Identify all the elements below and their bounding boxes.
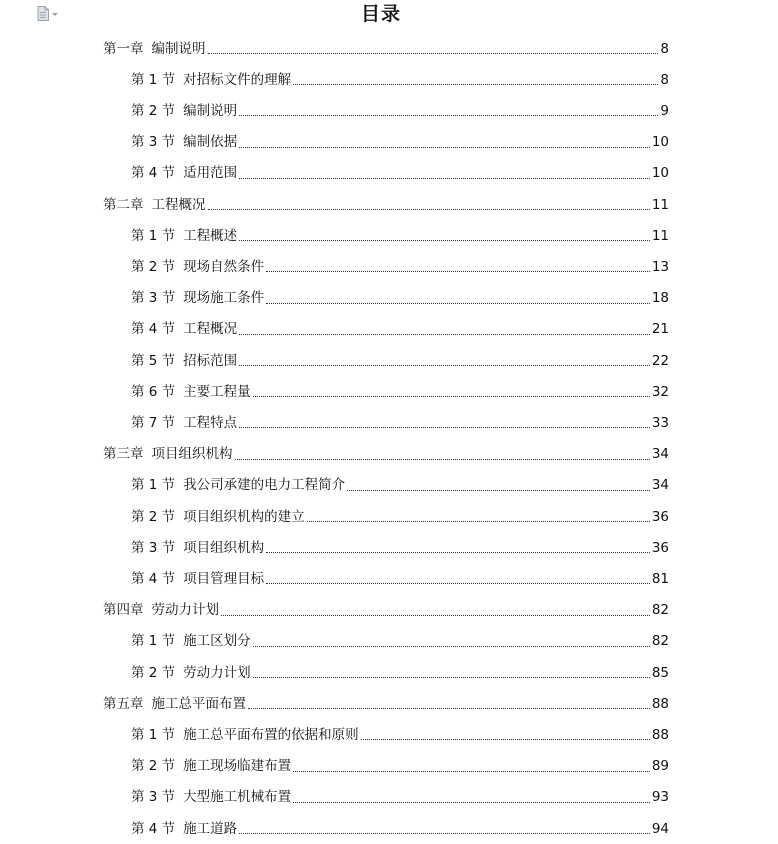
toc-entry-title: 劳动力计划 (151, 602, 219, 619)
toc-entry-label (131, 477, 345, 493)
toc-entry-title: 编制依据 (183, 134, 238, 151)
toc-entry-label (131, 665, 251, 681)
toc-section-entry[interactable] (131, 657, 669, 688)
toc-entry-page: 89 (651, 758, 669, 775)
toc-entry-number: 第 2 节 (131, 664, 176, 681)
toc-entry-page: 81 (651, 570, 669, 587)
toc-section-entry[interactable] (131, 376, 669, 407)
toc-entry-title: 项目管理目标 (183, 570, 265, 587)
toc-entry-title: 工程特点 (183, 414, 238, 431)
toc-section-entry[interactable] (131, 251, 669, 282)
toc-section-entry[interactable] (131, 95, 669, 126)
toc-entry-title: 施工总平面布置 (151, 695, 246, 712)
toc-entry-number: 第 3 节 (131, 134, 176, 151)
dot-leader (361, 738, 650, 740)
dot-leader (208, 208, 650, 210)
toc-entry-title: 项目组织机构的建立 (183, 508, 305, 525)
dot-leader (235, 458, 650, 460)
toc-entry-page: 18 (651, 290, 669, 307)
toc-entry-page: 22 (651, 352, 669, 369)
toc-section-entry[interactable] (131, 782, 669, 813)
toc-entry-number: 第 1 节 (131, 633, 176, 650)
dot-leader (239, 333, 650, 335)
toc-entry-number: 第 3 节 (131, 290, 176, 307)
dot-leader (253, 676, 650, 678)
toc-section-entry[interactable] (131, 407, 669, 438)
toc-entry-page: 21 (651, 321, 669, 338)
toc-section-entry[interactable] (131, 719, 669, 750)
toc-entry-label (131, 415, 237, 431)
dot-leader (248, 707, 650, 709)
toc-entry-label (103, 197, 206, 213)
toc-entry-label (131, 384, 251, 400)
dot-leader (307, 520, 650, 522)
toc-entry-page: 93 (651, 789, 669, 806)
dot-leader (253, 395, 650, 397)
toc-entry-title: 编制说明 (183, 102, 238, 119)
toc-entry-page: 88 (651, 726, 669, 743)
toc-entry-title: 现场自然条件 (183, 258, 265, 275)
toc-section-entry[interactable] (131, 563, 669, 594)
toc-chapter-entry[interactable] (103, 688, 669, 719)
toc-entry-page: 82 (651, 602, 669, 619)
toc-entry-number: 第 6 节 (131, 383, 176, 400)
toc-entry-page: 8 (660, 71, 669, 88)
toc-entry-title: 项目组织机构 (151, 446, 233, 463)
dot-leader (266, 302, 650, 304)
toc-entry-label (131, 134, 237, 150)
dot-leader (293, 801, 650, 803)
toc-entry-label (131, 165, 237, 181)
toc-section-entry[interactable] (131, 470, 669, 501)
toc-entry-page: 11 (651, 227, 669, 244)
toc-entry-page: 8 (660, 40, 669, 57)
toc-entry-label (131, 72, 291, 88)
toc-entry-number: 第 2 节 (131, 102, 176, 119)
toc-entry-page: 82 (651, 633, 669, 650)
toc-chapter-entry[interactable] (103, 439, 669, 470)
toc-entry-page: 34 (651, 477, 669, 494)
toc-entry-page: 11 (651, 196, 669, 213)
toc-entry-number: 第 3 节 (131, 789, 176, 806)
toc-entry-number: 第 3 节 (131, 539, 176, 556)
toc-entry-label (131, 727, 359, 743)
toc-entry-label (131, 103, 237, 119)
toc-entry-number: 第 1 节 (131, 227, 176, 244)
dot-leader (266, 270, 650, 272)
toc-entry-number: 第三章 (103, 446, 144, 463)
toc-entry-number: 第 1 节 (131, 726, 176, 743)
toc-entry-title: 主要工程量 (183, 383, 251, 400)
toc-entry-title: 招标范围 (183, 352, 238, 369)
toc-entry-label (131, 353, 237, 369)
toc-section-entry[interactable] (131, 220, 669, 251)
dot-leader (239, 239, 650, 241)
toc-entry-number: 第 5 节 (131, 352, 176, 369)
toc-section-entry[interactable] (131, 345, 669, 376)
toc-entry-page: 88 (651, 695, 669, 712)
toc-entry-title: 我公司承建的电力工程简介 (183, 477, 346, 494)
toc-entry-page: 36 (651, 539, 669, 556)
toc-chapter-entry[interactable] (103, 33, 669, 64)
toc-entry-title: 现场施工条件 (183, 290, 265, 307)
toc-section-entry[interactable] (131, 127, 669, 158)
toc-entry-label (131, 633, 251, 649)
toc-entry-title: 施工道路 (183, 820, 238, 837)
toc-entry-number: 第 4 节 (131, 820, 176, 837)
dot-leader (293, 770, 650, 772)
toc-entry-page: 33 (651, 414, 669, 431)
toc-entry-page: 13 (651, 258, 669, 275)
toc-entry-title: 适用范围 (183, 165, 238, 182)
toc-entry-label (103, 602, 219, 618)
toc-entry-page: 9 (660, 102, 669, 119)
toc-entry-title: 施工总平面布置的依据和原则 (183, 726, 359, 743)
toc-entry-number: 第 2 节 (131, 758, 176, 775)
toc-entry-label (103, 41, 206, 57)
dot-leader (347, 489, 650, 491)
toc-section-entry[interactable] (131, 532, 669, 563)
toc-section-entry[interactable] (131, 158, 669, 189)
toc-entry-title: 项目组织机构 (183, 539, 265, 556)
toc-entry-number: 第 2 节 (131, 508, 176, 525)
toc-entry-number: 第 2 节 (131, 258, 176, 275)
toc-section-entry[interactable] (131, 751, 669, 782)
toc-entry-page: 36 (651, 508, 669, 525)
toc-entry-label (103, 446, 233, 462)
toc-entry-number: 第一章 (103, 40, 144, 57)
toc-entry-number: 第 7 节 (131, 414, 176, 431)
dot-leader (266, 582, 650, 584)
toc-entry-label (131, 571, 264, 587)
toc-entry-label (131, 259, 264, 275)
toc-entry-title: 施工区划分 (183, 633, 251, 650)
toc-section-entry[interactable] (131, 64, 669, 95)
toc-entry-page: 10 (651, 134, 669, 151)
toc-entry-label (131, 540, 264, 556)
dot-leader (253, 645, 650, 647)
toc-entry-number: 第五章 (103, 695, 144, 712)
toc-entry-label (131, 789, 291, 805)
dot-leader (239, 146, 650, 148)
toc-entry-label (131, 758, 291, 774)
dot-leader (239, 177, 650, 179)
toc-entry-title: 工程概况 (183, 321, 238, 338)
toc-entry-number: 第四章 (103, 602, 144, 619)
toc-section-entry[interactable] (131, 813, 669, 844)
page-title: 目录 (360, 3, 401, 25)
toc-section-entry[interactable] (131, 283, 669, 314)
toc-section-entry[interactable] (131, 501, 669, 532)
dot-leader (293, 83, 658, 85)
toc-entry-label (103, 696, 246, 712)
dot-leader (221, 614, 650, 616)
toc-entry-page: 10 (651, 165, 669, 182)
dot-leader (239, 364, 650, 366)
dot-leader (239, 114, 658, 116)
toc-entry-title: 劳动力计划 (183, 664, 251, 681)
toc-entry-label (131, 321, 237, 337)
dot-leader (239, 426, 650, 428)
toc-entry-title: 工程概况 (151, 196, 206, 213)
toc-entry-title: 施工现场临建布置 (183, 758, 292, 775)
toc-entry-label (131, 821, 237, 837)
dot-leader (208, 52, 659, 54)
toc-entry-title: 对招标文件的理解 (183, 71, 292, 88)
toc-entry-page: 32 (651, 383, 669, 400)
toc-entry-title: 工程概述 (183, 227, 238, 244)
toc-chapter-entry[interactable] (103, 595, 669, 626)
toc-entry-title: 大型施工机械布置 (183, 789, 292, 806)
toc-entry-label (131, 290, 264, 306)
toc-entry-number: 第二章 (103, 196, 144, 213)
dot-leader (266, 551, 650, 553)
toc-entry-title: 编制说明 (151, 40, 206, 57)
toc-entry-label (131, 509, 305, 525)
toc-entry-number: 第 4 节 (131, 321, 176, 338)
toc-entry-label (131, 228, 237, 244)
toc-entry-number: 第 1 节 (131, 477, 176, 494)
toc-entry-number: 第 4 节 (131, 570, 176, 587)
toc-section-entry[interactable] (131, 314, 669, 345)
toc-entry-number: 第 1 节 (131, 71, 176, 88)
toc-entry-page: 34 (651, 446, 669, 463)
toc-entry-page: 85 (651, 664, 669, 681)
toc-chapter-entry[interactable] (103, 189, 669, 220)
toc-entry-page: 94 (651, 820, 669, 837)
toc-section-entry[interactable] (131, 626, 669, 657)
toc-entry-number: 第 4 节 (131, 165, 176, 182)
